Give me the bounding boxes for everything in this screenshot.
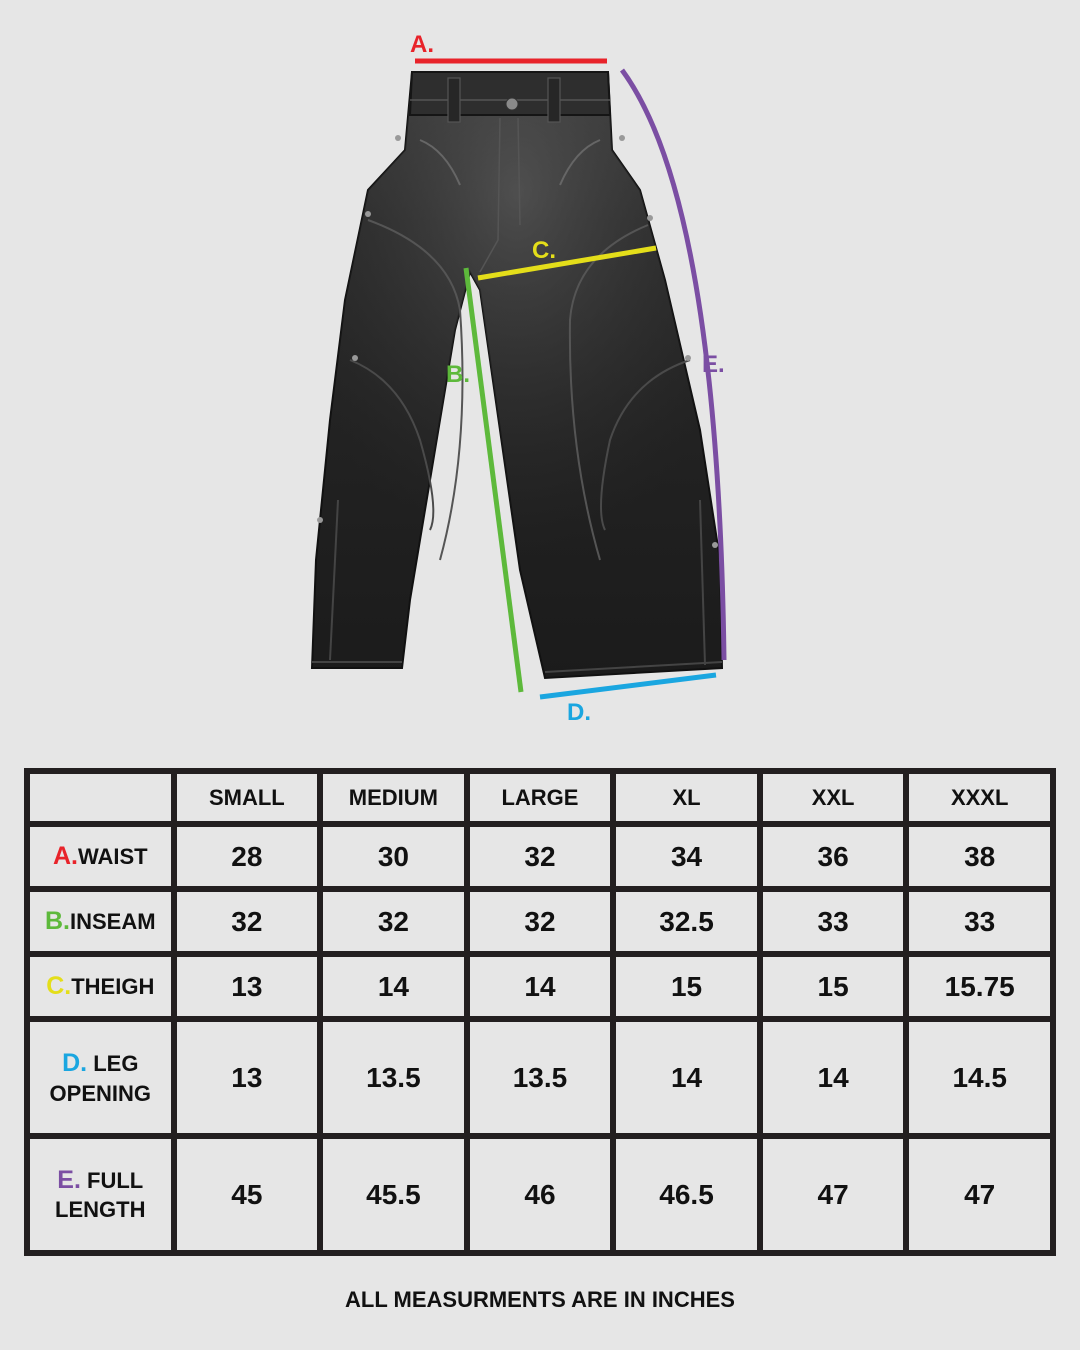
cell: 14 xyxy=(470,957,611,1016)
size-chart-table xyxy=(24,768,1056,1256)
letter-e: E. xyxy=(57,1165,81,1194)
leg-opening-measure-line xyxy=(540,675,716,697)
cell: 14 xyxy=(616,1022,757,1133)
row-label-inseam xyxy=(30,892,171,951)
letter-b: B. xyxy=(45,907,70,936)
cell: 33 xyxy=(763,892,904,951)
letter-d: D. xyxy=(62,1049,88,1078)
table-row-leg-opening xyxy=(30,1022,1050,1133)
row-label-full-length xyxy=(30,1139,171,1250)
cell: 38 xyxy=(909,827,1050,886)
label-text: FULL xyxy=(87,1167,144,1193)
table-row-full-length xyxy=(30,1139,1050,1250)
row-label-thigh xyxy=(30,957,171,1016)
cell: 46 xyxy=(470,1139,611,1250)
label-text-line2: OPENING xyxy=(49,1080,152,1106)
label-text: INSEAM xyxy=(70,909,156,935)
cell: 32 xyxy=(470,892,611,951)
corner-cell xyxy=(30,774,171,821)
col-header: SMALL xyxy=(177,774,318,821)
label-e: E. xyxy=(702,351,725,378)
label-text-line2: LENGTH xyxy=(55,1197,146,1223)
table-row-waist xyxy=(30,827,1050,886)
cell: 47 xyxy=(763,1139,904,1250)
cell: 32 xyxy=(470,827,611,886)
label-c: C. xyxy=(532,237,556,264)
col-header: LARGE xyxy=(470,774,611,821)
cell: 15 xyxy=(616,957,757,1016)
cell: 33 xyxy=(909,892,1050,951)
cell: 14 xyxy=(763,1022,904,1133)
units-note: ALL MEASURMENTS ARE IN INCHES xyxy=(345,1287,735,1312)
cell: 32 xyxy=(323,892,464,951)
label-a: A. xyxy=(410,31,434,58)
cell: 14 xyxy=(323,957,464,1016)
cell: 14.5 xyxy=(909,1022,1050,1133)
cell: 32 xyxy=(177,892,318,951)
cell: 13.5 xyxy=(470,1022,611,1133)
cell: 34 xyxy=(616,827,757,886)
cell: 47 xyxy=(909,1139,1050,1250)
letter-a: A. xyxy=(52,842,78,871)
row-label-leg-opening xyxy=(30,1022,171,1133)
cell: 46.5 xyxy=(616,1139,757,1250)
letter-c: C. xyxy=(46,972,72,1001)
cell: 28 xyxy=(177,827,318,886)
col-header: MEDIUM xyxy=(323,774,464,821)
col-header: XL xyxy=(616,774,757,821)
label-text: LEG xyxy=(93,1051,139,1077)
cell: 45 xyxy=(177,1139,318,1250)
cell: 13 xyxy=(177,1022,318,1133)
cell: 36 xyxy=(763,827,904,886)
cell: 15.75 xyxy=(909,957,1050,1016)
label-b: B. xyxy=(446,361,470,388)
cell: 45.5 xyxy=(323,1139,464,1250)
cell: 13.5 xyxy=(323,1022,464,1133)
table-row-thigh xyxy=(30,957,1050,1016)
cell: 15 xyxy=(763,957,904,1016)
col-header: XXL xyxy=(763,774,904,821)
cell: 30 xyxy=(323,827,464,886)
jeans-image xyxy=(312,72,722,678)
header-row xyxy=(30,774,1050,821)
row-label-waist xyxy=(30,827,171,886)
cell: 13 xyxy=(177,957,318,1016)
label-d: D. xyxy=(567,699,591,726)
label-text: WAIST xyxy=(77,844,148,870)
col-header: XXXL xyxy=(909,774,1050,821)
cell: 32.5 xyxy=(616,892,757,951)
table-row-inseam xyxy=(30,892,1050,951)
label-text: THEIGH xyxy=(71,974,155,1000)
